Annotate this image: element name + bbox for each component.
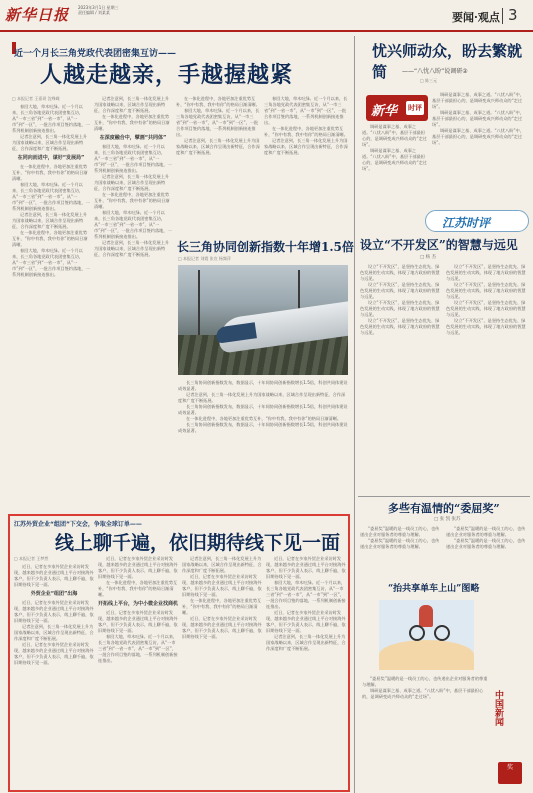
commentary2-paragraph: 设立“不开发区”，是坚持生态优先、绿色发展的生动实践，体现了地方政府的智慧与远见。	[360, 282, 440, 299]
commentary2-column-a	[360, 264, 442, 492]
bottom-paragraph: 近日，记者在多家外贸企业采访时发现，越来越多的企业通过线上平台对接海外客户，但不少负责人表示，线上聊千遍，依旧期待线下见一面。	[14, 600, 94, 623]
lead-paragraph: 春回大地，草木吐绿。近一个月以来，长三角各地党政代表团密集互访，从“一市三省”到“一省一市”，从“一市”到“一区”，一批合作项目签约落地，一系列机制创新接连推出。	[264, 96, 348, 125]
commentary3-column-b	[446, 526, 528, 576]
bottom-paragraph: 近日，记者在多家外贸企业采访时发现，越来越多的企业通过线上平台对接海外客户，但不少负责人表示，线上聊千遍，依旧期待线下见一面。	[266, 556, 346, 579]
bottom-paragraph: 近日，记者在多家外贸企业采访时发现，越来越多的企业通过线上平台对接海外客户，但不少负责人表示，线上聊千遍，依旧期待线下见一面。	[14, 564, 94, 587]
bottom-paragraph: 近日，记者在多家外贸企业采访时发现，越来越多的企业通过线上平台对接海外客户，但不少负责人表示，线上聊千遍，依旧期待线下见一面。	[14, 642, 94, 665]
commentary3-paragraph: “委屈奖”温暖的是一线员工的心，也传递出企业对服务者的尊重与理解。	[446, 526, 526, 537]
commentary1-author: □ 陈三元	[420, 78, 438, 83]
commentary3-column-a	[360, 526, 442, 576]
lead-paragraph: 记者注意到，长三角一体化发展上升为国家战略以来，区域合作呈现出新特征，合作深度和广度不断拓展。	[94, 240, 170, 257]
award-tag: 奖	[498, 762, 522, 784]
index-paragraph: 长三角协同创新指数发布，数据显示，十年间协同创新指数增长1.5倍，科创共同体建设成效显著。	[178, 380, 348, 391]
bottom-column-1	[14, 556, 94, 786]
index-headline: 长三角协同创新指数十年增1.5倍	[177, 240, 354, 254]
lead-paragraph: 春回大地，草木吐绿。近一个月以来，长三角各地党政代表团密集互访，从“一市三省”到“一省一市”，从“一市”到“一区”，一批合作项目签约落地，一系列机制创新接连推出。	[12, 248, 90, 277]
section-divider	[358, 496, 530, 497]
person-carrying-bike	[419, 605, 433, 627]
lead-paragraph: 春回大地，草木吐绿。近一个月以来，长三角各地党政代表团密集互访，从“一市三省”到“一省一市”，从“一市”到“一区”，一批合作项目签约落地，一系列机制创新接连推出。	[12, 104, 90, 133]
badge-tag: 时评	[406, 101, 424, 115]
lead-paragraph: 记者注意到，长三角一体化发展上升为国家战略以来，区域合作呈现出新特征，合作深度和广度不断拓展。	[176, 138, 260, 155]
lead-headline: 人越走越亲，手越握越紧	[40, 62, 294, 88]
lead-paragraph: 春回大地，草木吐绿。近一个月以来，长三角各地党政代表团密集互访，从“一市三省”到“一省一市”，从“一市”到“一区”，一批合作项目签约落地，一系列机制创新接连推出。	[176, 108, 260, 137]
commentary2-paragraph: 设立“不开发区”，是坚持生态优先、绿色发展的生动实践，体现了地方政府的智慧与远见。	[446, 282, 526, 299]
lead-paragraph: 春回大地，草木吐绿。近一个月以来，长三角各地党政代表团密集互访，从“一市三省”到“一省一市”，从“一市”到“一区”，一批合作项目签约落地，一系列机制创新接连推出。	[94, 210, 172, 239]
lead-column-2	[94, 96, 172, 508]
commentary1-column-a	[432, 92, 528, 204]
bike-wheel	[434, 625, 450, 641]
commentary3-paragraph: “委屈奖”温暖的是一线员工的心，也传递出企业对服务者的尊重与理解。	[446, 538, 526, 549]
bottom-column-3	[182, 556, 262, 786]
bottom-paragraph: 记者注意到，长三角一体化发展上升为国家战略以来，区域合作呈现出新特征，合作深度和广度不断拓展。	[266, 634, 346, 651]
index-body	[178, 380, 348, 508]
lead-paragraph: 记者注意到，长三角一体化发展上升为国家战略以来，区域合作呈现出新特征，合作深度和广度不断拓展。	[94, 96, 170, 113]
index-paragraph: 记者注意到，长三角一体化发展上升为国家战略以来，区域合作呈现出新特征，合作深度和广度不断拓展。	[178, 392, 346, 403]
lead-paragraph: 在一体化进程中，各地更加注重优势互补，“你中有我、我中有你”的格局日渐清晰。	[94, 114, 170, 131]
catenary-pole	[198, 270, 200, 340]
masthead	[0, 0, 533, 32]
commentary1-subtitle: ——“八忧八盼”说调研②	[402, 68, 468, 75]
section-title: 要闻·观点	[452, 11, 500, 24]
badge-text: 新华	[371, 104, 398, 119]
commentary2-paragraph: 设立“不开发区”，是坚持生态优先、绿色发展的生动实践，体现了地方政府的智慧与远见。	[360, 264, 440, 281]
bottom-paragraph: 近日，记者在多家外贸企业采访时发现，越来越多的企业通过线上平台对接海外客户，但不少负责人表示，线上聊千遍，依旧期待线下见一面。	[266, 610, 346, 633]
bottom-byline: □ 本报记者 王梦然	[14, 556, 49, 561]
commentary2-column-b	[446, 264, 528, 492]
commentary1-author-box	[420, 78, 500, 86]
award-text: 中国新闻	[493, 690, 503, 726]
jiangsu-commentary-badge	[425, 210, 529, 232]
xinhua-commentary-badge	[366, 95, 428, 121]
index-byline-box	[178, 256, 262, 264]
china-news-award-logo	[492, 690, 528, 790]
cartoon-title: “抬共享单车上山”图略	[388, 584, 480, 594]
lead-column-4	[264, 96, 348, 236]
issue-date: 2023年3月1日 星期三	[78, 5, 119, 10]
lead-paragraph: 在一体化进程中，各地更加注重优势互补，“你中有我、我中有你”的格局日渐清晰。	[12, 164, 88, 181]
issue-meta	[78, 5, 198, 15]
cartoon-paragraph: “委屈奖”温暖的是一线员工的心，也传递出企业对服务者的尊重与理解。	[362, 676, 488, 687]
hill-shape	[379, 640, 474, 670]
cartoon-paragraph: 调研是谋事之基、成事之道。“八忧八盼”中，基层干部最担心的，是调研变成兴师动众的“走过场”。	[362, 688, 484, 699]
bottom-subhead: 开拓线上平台，为中小微企业找商机	[98, 601, 178, 607]
commentary2-paragraph: 设立“不开发区”，是坚持生态优先、绿色发展的生动实践，体现了地方政府的智慧与远见。	[446, 264, 526, 281]
commentary2-headline: 设立“不开发区”的智慧与远见	[360, 238, 518, 252]
commentary3-headline: 多些有温情的“委屈奖”	[388, 502, 500, 515]
bottom-paragraph: 近日，记者在多家外贸企业采访时发现，越来越多的企业通过线上平台对接海外客户，但不少负责人表示，线上聊千遍，依旧期待线下见一面。	[182, 574, 262, 597]
page-number: 3	[508, 6, 518, 24]
bottom-paragraph: 近日，记者在多家外贸企业采访时发现，越来越多的企业通过线上平台对接海外客户，但不少负责人表示，线上聊千遍，依旧期待线下见一面。	[98, 610, 178, 633]
index-paragraph: 长三角协同创新指数发布，数据显示，十年间协同创新指数增长1.5倍，科创共同体建设成效显著。	[178, 422, 348, 433]
lead-paragraph: 在一体化进程中，各地更加注重优势互补，“你中有我、我中有你”的格局日渐清晰。	[12, 230, 88, 247]
lead-byline: □ 本报记者 王嘉玥 沈峥嵘	[12, 96, 60, 101]
commentary1-paragraph: 调研是谋事之基、成事之道。“八忧八盼”中，基层干部最担心的，是调研变成兴师动众的“走过场”。	[432, 128, 524, 145]
index-paragraph: 长三角协同创新指数发布，数据显示，十年间协同创新指数增长1.5倍，科创共同体建设成效显著。	[178, 404, 348, 415]
commentary1-paragraph: 调研是谋事之基、成事之道。“八忧八盼”中，基层干部最担心的，是调研变成兴师动众的“走过场”。	[432, 110, 524, 127]
lead-paragraph: 记者注意到，长三角一体化发展上升为国家战略以来，区域合作呈现出新特征，合作深度和广度不断拓展。	[264, 138, 348, 155]
bottom-kicker: 江苏外贸企业“组团”下交会，争取全球订单——	[14, 521, 142, 528]
lead-paragraph: 记者注意到，长三角一体化发展上升为国家战略以来，区域合作呈现出新特征，合作深度和广度不断拓展。	[12, 212, 88, 229]
cartoon-caption	[362, 676, 488, 788]
bottom-paragraph: 记者注意到，长三角一体化发展上升为国家战略以来，区域合作呈现出新特征，合作深度和广度不断拓展。	[182, 556, 262, 573]
commentary3-author: □ 张 凯 张苏	[434, 517, 461, 522]
bottom-paragraph: 记者注意到，长三角一体化发展上升为国家战略以来，区域合作呈现出新特征，合作深度和广度不断拓展。	[14, 624, 94, 641]
commentary2-paragraph: 设立“不开发区”，是坚持生态优先、绿色发展的生动实践，体现了地方政府的智慧与远见。	[360, 318, 440, 335]
bottom-paragraph: 在一体化进程中，各地更加注重优势互补，“你中有我、我中有你”的格局日渐清晰。	[182, 598, 262, 615]
lead-paragraph: 记者注意到，长三角一体化发展上升为国家战略以来，区域合作呈现出新特征，合作深度和广度不断拓展。	[94, 174, 170, 191]
bottom-paragraph: 在一体化进程中，各地更加注重优势互补，“你中有我、我中有你”的格局日渐清晰。	[98, 580, 178, 597]
commentary2-author: □ 杨 杰	[420, 255, 437, 260]
bottom-headline: 线上聊千遍，依旧期待线下见一面	[55, 532, 341, 554]
commentary2-paragraph: 设立“不开发区”，是坚持生态优先、绿色发展的生动实践，体现了地方政府的智慧与远见。	[446, 318, 526, 335]
lead-paragraph: 春回大地，草木吐绿。近一个月以来，长三角各地党政代表团密集互访，从“一市三省”到“一省一市”，从“一市”到“一区”，一批合作项目签约落地，一系列机制创新接连推出。	[94, 144, 172, 173]
cartoon-illustration	[379, 600, 474, 670]
lead-paragraph: 春回大地，草木吐绿。近一个月以来，长三角各地党政代表团密集互访，从“一市三省”到“一省一市”，从“一市”到“一区”，一批合作项目签约落地，一系列机制创新接连推出。	[12, 182, 90, 211]
lead-column-3	[176, 96, 260, 236]
badge2-text: 江苏时评	[442, 216, 491, 230]
commentary1-paragraph: 调研是谋事之基、成事之道。“八忧八盼”中，基层干部最担心的，是调研变成兴师动众的“走过场”。	[362, 124, 427, 147]
train-photo	[178, 265, 348, 375]
issue-editor: 责任编辑 / 刘某某	[78, 10, 110, 15]
lead-paragraph: 记者注意到，长三角一体化发展上升为国家战略以来，区域合作呈现出新特征，合作深度和广度不断拓展。	[12, 134, 88, 151]
bottom-paragraph: 近日，记者在多家外贸企业采访时发现，越来越多的企业通过线上平台对接海外客户，但不少负责人表示，线上聊千遍，依旧期待线下见一面。	[182, 616, 262, 639]
commentary3-paragraph: “委屈奖”温暖的是一线员工的心，也传递出企业对服务者的尊重与理解。	[360, 538, 440, 549]
column-divider	[354, 36, 355, 793]
commentary1-headline: 忧兴师动众，盼去繁就简	[372, 42, 523, 81]
commentary3-paragraph: “委屈奖”温暖的是一线员工的心，也传递出企业对服务者的尊重与理解。	[360, 526, 440, 537]
lead-paragraph: 在一体化进程中，各地更加注重优势互补，“你中有我、我中有你”的格局日渐清晰。	[94, 192, 170, 209]
divider	[502, 8, 503, 24]
commentary1-paragraph: 调研是谋事之基、成事之道。“八忧八盼”中，基层干部最担心的，是调研变成兴师动众的“走过场”。	[432, 92, 524, 109]
commentary2-paragraph: 设立“不开发区”，是坚持生态优先、绿色发展的生动实践，体现了地方政府的智慧与远见。	[446, 300, 526, 317]
commentary1-column-b	[362, 124, 428, 204]
lead-subhead: 在同向而进中，谋好“发展局”	[17, 155, 85, 161]
lead-column-1	[12, 96, 90, 508]
bottom-paragraph: 近日，记者在多家外贸企业采访时发现，越来越多的企业通过线上平台对接海外客户，但不少负责人表示，线上聊千遍，依旧期待线下见一面。	[98, 556, 178, 579]
bottom-paragraph: 春回大地，草木吐绿。近一个月以来，长三角各地党政代表团密集互访，从“一市三省”到“一省一市”，从“一市”到“一区”，一批合作项目签约落地，一系列机制创新接连推出。	[98, 634, 178, 663]
bottom-subhead: 外贸企业“组团”出海	[30, 591, 78, 597]
lead-subhead: 在深度融合中，擘画“共同体”	[99, 135, 167, 141]
lead-paragraph: 在一体化进程中，各地更加注重优势互补，“你中有我、我中有你”的格局日渐清晰。	[264, 126, 348, 137]
bottom-column-2	[98, 556, 178, 786]
commentary1-paragraph: 调研是谋事之基、成事之道。“八忧八盼”中，基层干部最担心的，是调研变成兴师动众的“走过场”。	[362, 148, 427, 171]
lead-kicker: 近一个月长三角党政代表团密集互访——	[14, 49, 177, 59]
bottom-column-4	[266, 556, 346, 786]
bike-wheel	[409, 625, 425, 641]
commentary2-paragraph: 设立“不开发区”，是坚持生态优先、绿色发展的生动实践，体现了地方政府的智慧与远见。	[360, 300, 440, 317]
newspaper-logo: 新华日报	[5, 6, 70, 24]
index-byline: □ 本报记者 刘霞 张宣 杨频萍	[178, 256, 231, 261]
index-paragraph: 在一体化进程中，各地更加注重优势互补，“你中有我、我中有你”的格局日渐清晰。	[186, 416, 342, 421]
bottom-paragraph: 春回大地，草木吐绿。近一个月以来，长三角各地党政代表团密集互访，从“一市三省”到“一省一市”，从“一市”到“一区”，一批合作项目签约落地，一系列机制创新接连推出。	[266, 580, 346, 609]
lead-paragraph: 在一体化进程中，各地更加注重优势互补，“你中有我、我中有你”的格局日渐清晰。	[176, 96, 260, 107]
